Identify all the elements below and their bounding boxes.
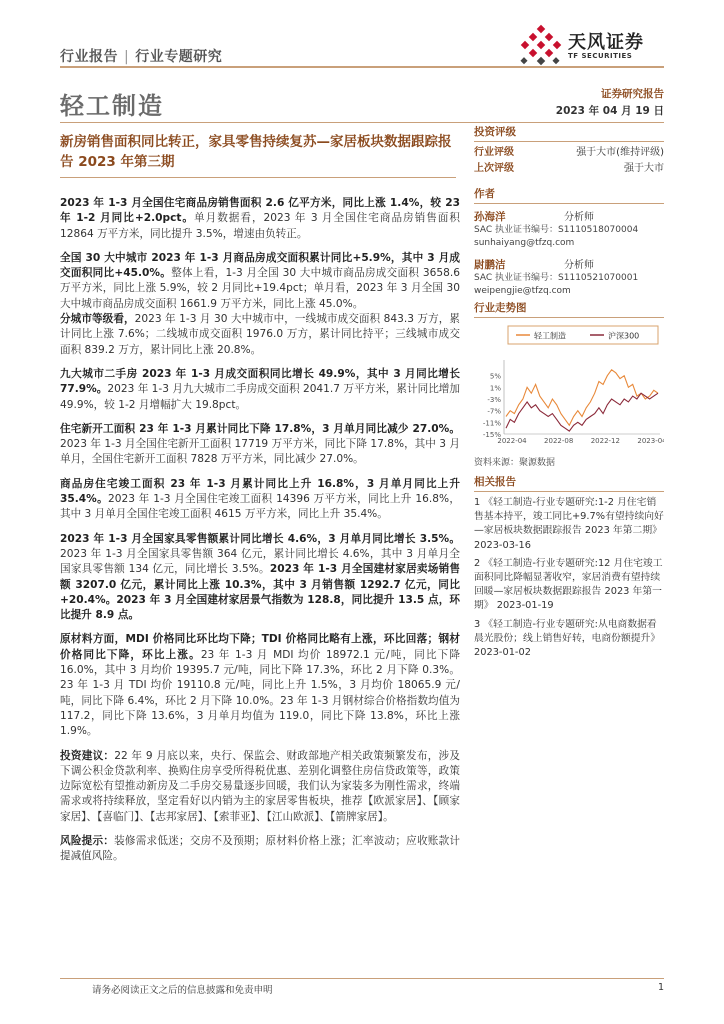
x-tick-label: 2022-08 [544, 437, 574, 445]
page-number: 1 [657, 982, 664, 993]
main-body [60, 196, 460, 874]
previous-rating-label: 上次评级 [474, 163, 514, 174]
x-tick-label: 2022-04 [497, 437, 527, 445]
summary-paragraph [60, 367, 460, 413]
crumb-separator: | [124, 49, 130, 65]
chart-source: 资料来源：聚源数据 [474, 458, 556, 468]
paragraph-lead: 全国 30 大中城市 2023 年 1-3 月商品房成交面积累计同比+5.9%，其中 3 月成交面积同比+45.0%。 [60, 251, 460, 280]
paragraph-body: 单月数据看，2023 年 3 月全国住宅商品房销售面积 12864 万平方米，同比提升 3.5%，增速由负转正。 [60, 212, 460, 240]
rating-heading: 投资评级 [474, 126, 516, 138]
paragraph-lead: 商品房住宅竣工面积 23 年 1-3 月累计同比上升 16.8%，3 月单月同比上升 35.4%。 [60, 477, 460, 506]
trend-chart [474, 322, 664, 452]
paragraph-lead: 原材料方面，MDI 价格同比环比均下降；TDI 价格同比略有上涨，环比回落；钢材价格同比下降，环比上涨。 [60, 633, 460, 661]
paragraph-body: 2023 年 1-3 月 30 大中城市中，一线城市成交面积 843.3 万方，累计同比上涨 7.6%；二线城市成交面积 1976.0 万方，累计同比持平；三线城市成交面积 839.2 万方，累计同比上涨 20.8%。 [60, 313, 460, 356]
y-tick-label: 5% [489, 372, 501, 381]
paragraph-body: 2023 年 1-3 月全国住宅竣工面积 14396 万平方米，同比上升 16.8%，其中 3 月单月全国住宅竣工面积 4615 万平方米，同比上升 35.4%。 [60, 493, 460, 521]
legend-label: 沪深300 [608, 331, 640, 341]
paragraph-body: 2023 年 1-3 月全国住宅新开工面积 17719 万平方米，同比下降 17.8%，其中 3 月单月，全国住宅新开工面积 7828 万平方米，同比减少 27.0%。 [60, 438, 460, 466]
y-tick-label: -3% [487, 396, 501, 404]
risk-warning [60, 834, 460, 865]
paragraph-body: 22 年 9 月底以来，央行、保监会、财政部地产相关政策频繁发布，涉及下调公积金贷款利率、换购住房享受所得税优惠、差别化调整住房信贷政策等，政策边际宽松有望推动新房及二手房交易量逐步回暖，我们认为家装多为刚性需求，终端需求或将持续释放，坚定看好以内销为主的家居零售板块，推荐【欧派家居】、【顾家家居】、【喜临门】、【志邦家居】、【索菲亚】、【江山欧派】、【箭牌家居】。 [60, 749, 461, 823]
summary-paragraph [60, 312, 460, 358]
paragraph-lead: 住宅新开工面积 23 年 1-3 月累计同比下降 17.8%，3 月单月同比减少 27.0%。 [60, 422, 460, 435]
paragraph-body: 装修需求低迷；交房不及预期；原材料价格上涨；汇率波动；应收账款计提减值风险。 [60, 834, 461, 863]
related-divider [474, 491, 664, 492]
y-tick-label: -11% [482, 419, 501, 428]
industry-rating-value: 强于大市(维持评级) [576, 147, 664, 158]
previous-rating-value: 强于大市 [624, 163, 664, 174]
author-role: 分析师 [564, 212, 594, 223]
paragraph-lead: 投资建议： [60, 749, 115, 762]
legend-label: 轻工制造 [534, 331, 566, 341]
paragraph-body: 整体上看，1-3 月全国 30 大中城市商品房成交面积 3658.6 万平方米，同比上涨 5.9%，较 2 月同比+19.4pct；单月看，2023 年 3 月全国 30 大中城市商品房成交面积 1661.9 万平方米，同比上涨 45.0%。 [60, 267, 460, 310]
related-heading: 相关报告 [474, 476, 516, 488]
previous-rating-row [474, 161, 664, 177]
company-logo [516, 22, 666, 70]
summary-paragraph [60, 477, 460, 523]
logo-mark-icon [516, 22, 564, 70]
industry-rating-label: 行业评级 [474, 147, 514, 158]
author-sac-number: SAC 执业证书编号：S1110518070004 [474, 225, 639, 235]
report-title: 新房销售面积同比转正，家具零售持续复苏—家居板块数据跟踪报告 2023 年第三期 [60, 134, 452, 170]
related-report-item[interactable]: 3 《轻工制造-行业专题研究:从电商数据看晨光股份；线上销售好转，电商份额提升》 2023-01-02 [474, 618, 661, 659]
industry-rating-row [474, 145, 664, 161]
summary-paragraph [60, 532, 460, 624]
logo-english-name: TF SECURITIES [568, 52, 633, 60]
summary-paragraph [60, 251, 460, 312]
related-section [474, 474, 664, 664]
paragraph-lead: 2023 年 1-3 月全国住宅商品房销售面积 2.6 亿平方米，同比上涨 1.4%，较 23 年 1-2 月同比+2.0pct。 [60, 197, 460, 225]
rating-section [474, 124, 664, 177]
y-tick-label: 1% [489, 384, 501, 393]
summary-paragraph [60, 422, 460, 468]
breadcrumb [60, 46, 222, 66]
summary-paragraph [60, 632, 460, 739]
x-tick-label: 2022-12 [590, 437, 620, 445]
title-divider [60, 177, 456, 178]
paragraph-body: 23 年 1-3 月 MDI 均价 18972.1 元/吨，同比下降 16.0%，其中 3 月均价 19395.7 元/吨，同比下降 17.3%，环比 2 月下降 0.3%。23 年 1-3 月 TDI 均价 19110.8 元/吨，同比上升 1.5%，3 月均价 18065.9 元/吨，同比下降 6.4%，环比 2 月下降 10.0%。23 年 1-3 月钢材综合价格指数均值为 117.2，同比下降 13.6%，3 月单月均值为 119.0，同比下降 13.8%，环比上涨 1.9%。 [60, 648, 461, 738]
y-tick-label: -15% [482, 431, 501, 439]
y-tick-label: -7% [487, 407, 501, 416]
author-entry [474, 208, 664, 250]
trend-divider [474, 317, 664, 318]
author-email[interactable]: sunhaiyang@tfzq.com [474, 238, 575, 248]
report-date: 2023 年 04 月 19 日 [555, 105, 664, 117]
trend-heading: 行业走势图 [474, 302, 527, 314]
author-sac-number: SAC 执业证书编号：S1110521070001 [474, 273, 639, 283]
summary-paragraph [60, 196, 460, 242]
paragraph-lead: 2023 年 1-3 月全国建材家居卖场销售额 3207.0 亿元，累计同比上涨 10.3%，其中 3 月销售额 1292.7 亿元，同比+20.4%。2023 年 3 月全国建材家居景气指数为 128.8，同比提升 13.5 点，环比提升 8.9 点。 [60, 563, 460, 622]
paragraph-body: 2023 年 1-3 月九大城市二手房成交面积 2041.7 万平方米，累计同比增加 49.9%，较 1-2 月增幅扩大 19.8pct。 [60, 383, 460, 411]
related-report-item[interactable]: 1 《轻工制造-行业专题研究:1-2 月住宅销售基本持平，竣工同比+9.7%有望持续向好—家居板块数据跟踪报告 2023 年第二期》 2023-03-16 [474, 497, 664, 551]
paragraph-lead: 风险提示： [60, 834, 115, 847]
author-role: 分析师 [564, 260, 594, 271]
crumb-report-subtype: 行业专题研究 [135, 49, 223, 65]
paragraph-lead: 2023 年 1-3 月全国家具零售额累计同比增长 4.6%，3 月单月同比增长 3.5%。 [60, 532, 460, 545]
series-line [506, 393, 658, 431]
paragraph-lead: 分城市等级看， [60, 313, 135, 326]
header-divider [60, 66, 664, 68]
footer-divider [60, 978, 664, 979]
authors-heading: 作者 [474, 188, 495, 200]
sector-divider [60, 122, 664, 123]
rating-divider [474, 141, 664, 142]
related-report-item[interactable]: 2 《轻工制造-行业专题研究:12 月住宅竣工面积同比降幅显著收窄，家居消费有望持续回暖—家居板块数据跟踪报告 2023 年第一期》 2023-01-19 [474, 557, 663, 612]
investment-advice [60, 749, 460, 825]
logo-chinese-name: 天风证券 [568, 32, 644, 53]
author-name: 孙海洋 [474, 211, 506, 223]
x-tick-label: 2023-04 [637, 437, 664, 445]
authors-divider [474, 203, 664, 204]
crumb-report-type: 行业报告 [60, 49, 118, 65]
author-email[interactable]: weipengjie@tfzq.com [474, 286, 571, 296]
trend-section [474, 300, 664, 470]
footer-disclaimer: 请务必阅读正文之后的信息披露和免责申明 [92, 985, 273, 996]
paragraph-body: 2023 年 1-3 月全国家具零售额 364 亿元，累计同比增长 4.6%，其中 3 月单月全国家具零售额 134 亿元，同比增长 3.5%。 [60, 547, 460, 576]
author-name: 尉鹏洁 [474, 259, 506, 271]
sector-title: 轻工制造 [60, 92, 164, 120]
authors-section [474, 186, 664, 298]
author-entry [474, 256, 664, 298]
report-type-label: 证券研究报告 [601, 88, 664, 100]
paragraph-lead: 九大城市二手房 2023 年 1-3 月成交面积同比增长 49.9%，其中 3 月同比增长 77.9%。 [60, 367, 460, 396]
